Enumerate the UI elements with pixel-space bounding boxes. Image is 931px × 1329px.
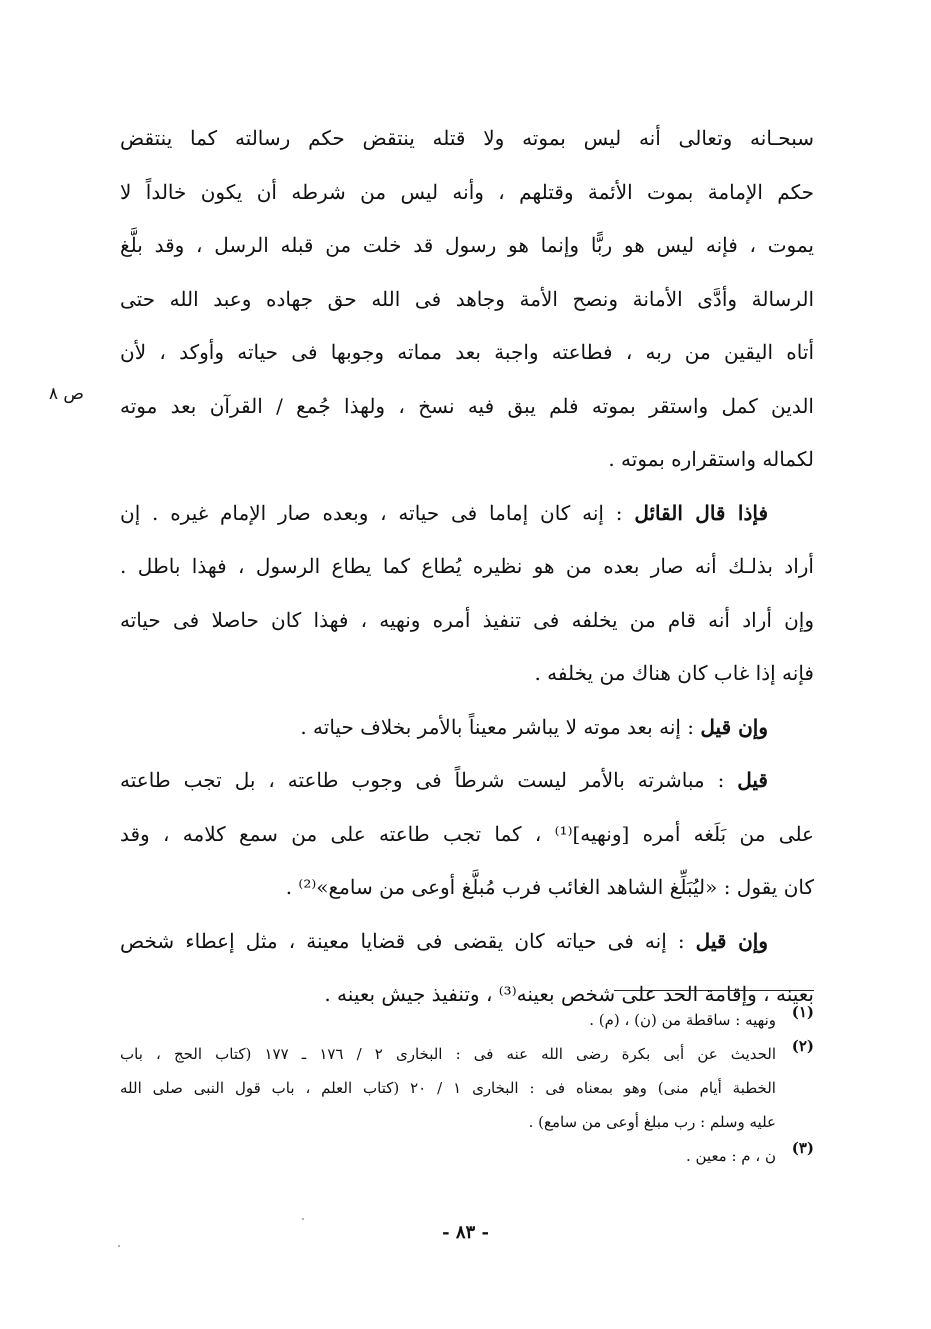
- text-line: كان يقول : «ليُبَلِّغ الشاهد الغائب فرب مُبلَّغ أوعى من سامع»⁽²⁾ .: [285, 875, 814, 899]
- speaker-lead: وإن قيل: [700, 714, 768, 739]
- footnote-separator: [614, 990, 814, 991]
- margin-page-reference: ص ٨: [48, 384, 84, 404]
- footnote-line: الحديث عن أبى بكرة رضى الله عنه فى : البخارى ٢ / ١٧٦ ـ ١٧٧ (كتاب الحج ، باب: [120, 1045, 776, 1063]
- paragraph-start: وإن قيل : إنه فى حياته كان يقضى فى قضايا معينة ، مثل إعطاء شخص: [120, 928, 769, 953]
- footnote-line: الخطبة أيام منى) وهو بمعناه فى : البخارى ١ / ٢٠ (كتاب العلم ، باب قول النبى صلى الله: [120, 1079, 776, 1097]
- footnote-number: (٣): [791, 1139, 814, 1157]
- text-line: لكماله واستقراره بموته .: [608, 447, 814, 471]
- text-line: أراد بذلـك أنه صار بعده من هو نظيره يُطاع كما يطاع الرسول ، فهذا باطل .: [120, 554, 814, 578]
- paragraph-start: وإن قيل : إنه بعد موته لا يباشر معيناً بالأمر بخلاف حياته .: [300, 714, 768, 739]
- footnote-number: (١): [791, 1003, 814, 1021]
- text-line: الدين كمل واستقر بموته فلم يبق فيه نسخ ، ولهذا جُمع / القرآن بعد موته: [120, 393, 814, 418]
- paragraph-start: فإذا قال القائل : إنه كان إماما فى حياته ، وبعده صار الإمام غيره . إن: [120, 500, 769, 525]
- text-line: وإن أراد أنه قام من يخلفه فى تنفيذ أمره ونهيه ، فهذا كان حاصلا فى حياته: [120, 607, 814, 632]
- speaker-lead: وإن قيل: [695, 928, 769, 953]
- footnote: [120, 1139, 814, 1173]
- text-line: فإنه إذا غاب كان هناك من يخلفه .: [534, 661, 814, 685]
- text-line: بعينه ، وإقامة الحد على شخص بعينه⁽³⁾ ، وتنفيذ جيش بعينه .: [324, 982, 814, 1006]
- scan-speck: [302, 1218, 304, 1220]
- footnote-line: عليه وسلم : رب مبلغ أوعى من سامع) .: [528, 1113, 776, 1131]
- text-line: يموت ، فإنه ليس هو ربًّا وإنما هو رسول قد خلت من قبله الرسل ، وقد بلَّغ: [120, 233, 814, 257]
- footnote: [120, 1037, 814, 1139]
- footnote-number: (٢): [791, 1037, 814, 1055]
- text-line: الرسالة وأدَّى الأمانة ونصح الأمة وجاهد فى الله حق جهاده وعبد الله حتى: [120, 286, 814, 311]
- text-line: حكم الإمامة بموت الأئمة وقتلهم ، وأنه ليس من شرطه أن يكون خالداً لا: [120, 179, 814, 204]
- text-line: سبحـانه وتعالى أنه ليس بموته ولا قتله ينتقض حكم رسالته كما ينتقض: [120, 126, 814, 150]
- footnote-line: ونهيه : ساقطة من (ن) ، (م) .: [589, 1011, 776, 1029]
- page-number: - ٨٣ -: [442, 1222, 489, 1243]
- main-text: [120, 112, 814, 1022]
- footnote: [120, 1003, 814, 1037]
- text-line: على من بَلَغه أمره [ونهيه]⁽¹⁾ ، كما تجب طاعته على من سمع كلامه ، وقد: [120, 821, 814, 846]
- footnote-line: ن ، م : معين .: [685, 1147, 776, 1165]
- scan-speck: [118, 1245, 120, 1247]
- paragraph-start: قيل : مباشرته بالأمر ليست شرطاً فى وجوب طاعته ، بل تجب طاعته: [120, 768, 768, 792]
- speaker-lead: فإذا قال القائل: [634, 500, 769, 525]
- text-line: أتاه اليقين من ربه ، فطاعته واجبة بعد مماته وجوبها فى حياته وأوكد ، لأن: [120, 340, 814, 364]
- footnotes: [120, 1003, 814, 1173]
- speaker-lead: قيل: [737, 768, 768, 792]
